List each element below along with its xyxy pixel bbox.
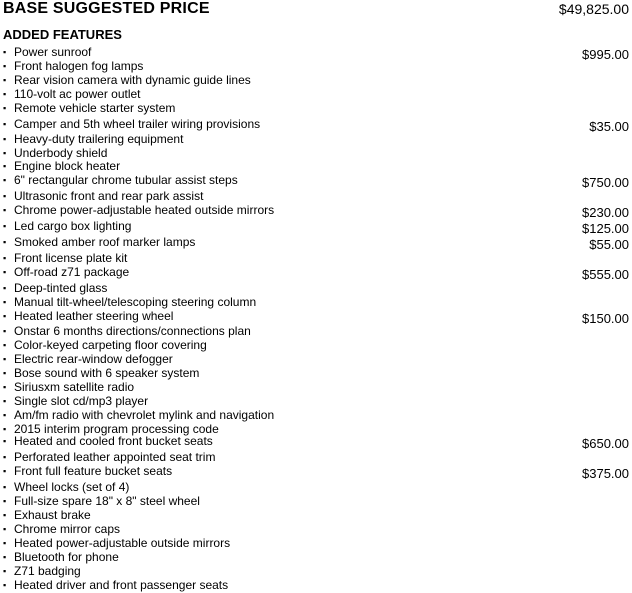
feature-row: [3, 45, 629, 62]
feature-name: Exhaust brake: [14, 508, 91, 522]
bullet-icon: ▪: [3, 283, 7, 293]
feature-row: [3, 324, 629, 338]
feature-row: [3, 494, 629, 508]
feature-name: Power sunroof: [14, 45, 92, 59]
bullet-icon: ▪: [3, 538, 7, 548]
feature-row: [3, 578, 629, 592]
feature-row: [3, 434, 629, 451]
bullet-icon: ▪: [3, 424, 7, 434]
feature-name: Camper and 5th wheel trailer wiring provisions: [14, 117, 261, 131]
feature-row: [3, 408, 629, 422]
feature-name: Front halogen fog lamps: [14, 59, 144, 73]
bullet-icon: ▪: [3, 354, 7, 364]
bullet-icon: ▪: [3, 134, 7, 144]
feature-name: 6" rectangular chrome tubular assist steps: [14, 173, 238, 187]
feature-name: Single slot cd/mp3 player: [14, 394, 149, 408]
base-price-label: BASE SUGGESTED PRICE: [3, 0, 210, 17]
feature-name: Chrome power-adjustable heated outside mirrors: [14, 203, 275, 217]
feature-row: [3, 146, 629, 160]
feature-name: Z71 badging: [14, 564, 81, 578]
feature-name: Manual tilt-wheel/telescoping steering column: [14, 295, 257, 309]
bullet-icon: ▪: [3, 524, 7, 534]
bullet-icon: ▪: [3, 466, 7, 476]
bullet-icon: ▪: [3, 580, 7, 590]
feature-row: [3, 338, 629, 352]
bullet-icon: ▪: [3, 410, 7, 420]
feature-name: Heavy-duty trailering equipment: [14, 132, 184, 146]
bullet-icon: ▪: [3, 61, 7, 71]
bullet-icon: ▪: [3, 47, 7, 57]
feature-price: $230.00: [582, 205, 629, 220]
feature-row: [3, 251, 629, 265]
feature-name: Bluetooth for phone: [14, 550, 119, 564]
feature-name: Smoked amber roof marker lamps: [14, 235, 196, 249]
bullet-icon: ▪: [3, 221, 7, 231]
feature-row: [3, 366, 629, 380]
bullet-icon: ▪: [3, 496, 7, 506]
bullet-icon: ▪: [3, 382, 7, 392]
feature-row: [3, 235, 629, 252]
feature-name: Heated driver and front passenger seats: [14, 578, 229, 592]
bullet-icon: ▪: [3, 552, 7, 562]
feature-name: Full-size spare 18" x 8" steel wheel: [14, 494, 200, 508]
bullet-icon: ▪: [3, 148, 7, 158]
bullet-icon: ▪: [3, 340, 7, 350]
feature-name: 2015 interim program processing code: [14, 422, 219, 436]
feature-name: Electric rear-window defogger: [14, 352, 173, 366]
feature-name: Wheel locks (set of 4): [14, 480, 130, 494]
feature-row: [3, 117, 629, 134]
bullet-icon: ▪: [3, 311, 7, 321]
feature-row: [3, 281, 629, 295]
bullet-icon: ▪: [3, 297, 7, 307]
feature-row: [3, 309, 629, 326]
bullet-icon: ▪: [3, 436, 7, 446]
bullet-icon: ▪: [3, 510, 7, 520]
bullet-icon: ▪: [3, 75, 7, 85]
feature-name: Front full feature bucket seats: [14, 464, 173, 478]
feature-name: Chrome mirror caps: [14, 522, 121, 536]
feature-name: Heated power-adjustable outside mirrors: [14, 536, 231, 550]
feature-name: Deep-tinted glass: [14, 281, 108, 295]
feature-row: [3, 159, 629, 173]
feature-row: [3, 219, 629, 236]
feature-price: $125.00: [582, 221, 629, 236]
feature-row: [3, 295, 629, 309]
added-features-title: ADDED FEATURES: [3, 27, 122, 42]
base-price-value: $49,825.00: [558, 1, 629, 17]
feature-name: Underbody shield: [14, 146, 108, 160]
feature-name: Siriusxm satellite radio: [14, 380, 135, 394]
bullet-icon: ▪: [3, 175, 7, 185]
bullet-icon: ▪: [3, 267, 7, 277]
feature-name: 110-volt ac power outlet: [14, 87, 141, 101]
feature-row: [3, 132, 629, 146]
bullet-icon: ▪: [3, 103, 7, 113]
feature-row: [3, 380, 629, 394]
feature-row: [3, 265, 629, 282]
feature-name: Remote vehicle starter system: [14, 101, 176, 115]
feature-name: Heated leather steering wheel: [14, 309, 174, 323]
feature-price: $35.00: [589, 119, 629, 134]
feature-row: [3, 564, 629, 578]
feature-row: [3, 101, 629, 115]
feature-row: [3, 450, 629, 464]
feature-name: Onstar 6 months directions/connections plan: [14, 324, 251, 338]
feature-name: Bose sound with 6 speaker system: [14, 366, 200, 380]
feature-name: Am/fm radio with chevrolet mylink and navigation: [14, 408, 275, 422]
feature-row: [3, 522, 629, 536]
feature-row: [3, 352, 629, 366]
feature-row: [3, 203, 629, 220]
feature-price: $555.00: [582, 267, 629, 282]
feature-row: [3, 394, 629, 408]
feature-name: Front license plate kit: [14, 251, 128, 265]
feature-name: Perforated leather appointed seat trim: [14, 450, 216, 464]
bullet-icon: ▪: [3, 237, 7, 247]
feature-name: Ultrasonic front and rear park assist: [14, 189, 204, 203]
bullet-icon: ▪: [3, 191, 7, 201]
feature-price: $750.00: [582, 175, 629, 190]
feature-name: Heated and cooled front bucket seats: [14, 434, 213, 448]
feature-price: $995.00: [582, 47, 629, 62]
bullet-icon: ▪: [3, 119, 7, 129]
feature-price: $650.00: [582, 436, 629, 451]
feature-price: $55.00: [589, 237, 629, 252]
feature-name: Color-keyed carpeting floor covering: [14, 338, 207, 352]
bullet-icon: ▪: [3, 253, 7, 263]
feature-row: [3, 536, 629, 550]
bullet-icon: ▪: [3, 89, 7, 99]
feature-name: Engine block heater: [14, 159, 121, 173]
feature-row: [3, 189, 629, 203]
bullet-icon: ▪: [3, 326, 7, 336]
feature-name: Rear vision camera with dynamic guide lines: [14, 73, 251, 87]
feature-name: Led cargo box lighting: [14, 219, 132, 233]
feature-row: [3, 480, 629, 494]
feature-row: [3, 508, 629, 522]
feature-row: [3, 173, 629, 190]
bullet-icon: ▪: [3, 161, 7, 171]
bullet-icon: ▪: [3, 205, 7, 215]
bullet-icon: ▪: [3, 368, 7, 378]
bullet-icon: ▪: [3, 396, 7, 406]
bullet-icon: ▪: [3, 482, 7, 492]
bullet-icon: ▪: [3, 452, 7, 462]
feature-name: Off-road z71 package: [14, 265, 130, 279]
bullet-icon: ▪: [3, 566, 7, 576]
feature-row: [3, 550, 629, 564]
feature-row: [3, 59, 629, 73]
feature-price: $375.00: [582, 466, 629, 481]
feature-price: $150.00: [582, 311, 629, 326]
feature-row: [3, 464, 629, 481]
feature-row: [3, 87, 629, 101]
feature-row: [3, 73, 629, 87]
